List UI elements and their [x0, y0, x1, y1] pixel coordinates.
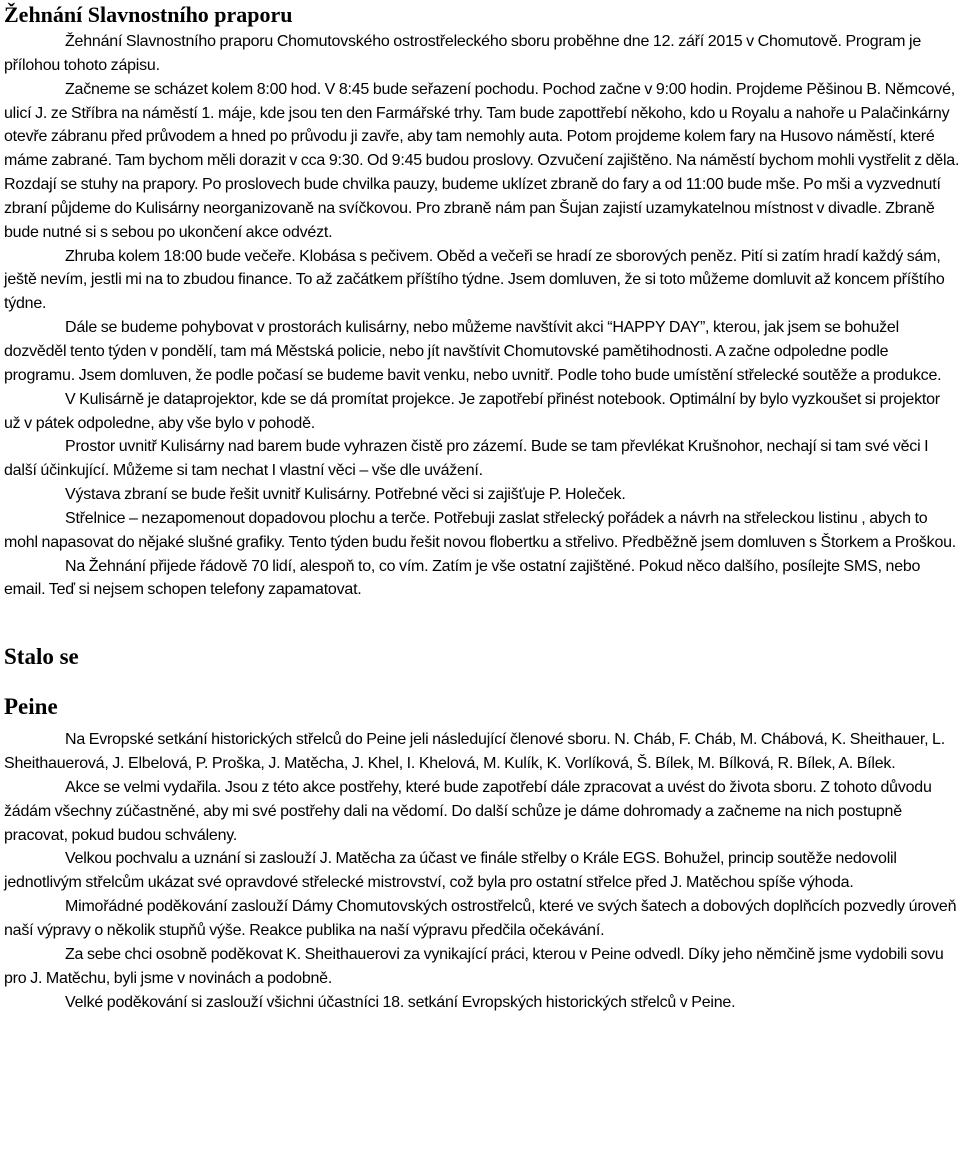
paragraph: Výstava zbraní se bude řešit uvnitř Kulisárny. Potřebné věci si zajišťuje P. Holeček. [65, 486, 626, 504]
paragraph: Žehnání Slavnostního praporu Chomutovského ostrostřeleckého sboru proběhne dne 12. září 2015 v Chomutově. Program je přílohou tohoto zápisu. [4, 33, 922, 74]
section-heading-stalo-se: Stalo se [4, 644, 79, 670]
paragraph: Zhruba kolem 18:00 bude večeře. Klobása s pečivem. Oběd a večeři se hradí ze sborových peněz. Pití si zatím hradí každý sám, ještě nevím, jestli mi na to zbudou finance. To až začátkem příštího týdne. Jsem domluven, že si toto můžeme domluvit až koncem příštího týdne. [4, 247, 945, 313]
paragraph: Na Žehnání přijede řádově 70 lidí, alespoň to, co vím. Zatím je vše ostatní zajištěné. Pokud něco dalšího, posílejte SMS, nebo email. Teď si nejsem schopen telefony zapamatovat. [4, 557, 921, 599]
section-heading-peine: Peine [4, 694, 58, 720]
paragraph: Mimořádné poděkování zaslouží Dámy Chomutovských ostrostřelců, které ve svých šatech a dobových doplňcích pozvedly úroveň naší výpravy o několik stupňů výše. Reakce publika na naší výpravu předčila očekávání. [4, 898, 957, 939]
paragraph: Za sebe chci osobně poděkovat K. Sheithauerovi za vynikající práci, kterou v Peine odvedl. Díky jeho němčině jsme vydobili sovu pro J. Matěchu, byli jsme v novinách a podobně. [4, 945, 944, 987]
paragraph: Střelnice – nezapomenout dopadovou plochu a terče. Potřebuji zaslat střelecký pořádek a návrh na střeleckou listinu , abych to mohl napasovat do nějaké slušné grafiky. Tento týden budu řešit novou flobertku a střelivo. Předběžně jsem domluven s Štorkem a Proškou. [4, 509, 957, 551]
page-title: Žehnání Slavnostního praporu [4, 2, 293, 27]
paragraph: Prostor uvnitř Kulisárny nad barem bude vyhrazen čistě pro zázemí. Bude se tam převlékat Krušnohor, nechají si tam své věci I další účinkující. Můžeme si tam nechat I vlastní věci – vše dle uvážení. [4, 438, 929, 480]
paragraph: Začneme se scházet kolem 8:00 hod. V 8:45 bude seřazení pochodu. Pochod začne v 9:00 hodin. Projdeme Pěšinou B. Němcové, ulicí J. ze Stříbra na náměstí 1. máje, kde jsou ten den Farmářské trhy. Tam bude zapottřebí někoho, kdo u Royalu a nahoře u Palačinkárny otevře zábranu před průvodem a hned po průvodu ji zavře, aby tam nemohly auta. Potom projdeme kolem fary na Husovo náměstí, které máme zabrané. Tam bychom měli dorazit v cca 9:30. Od 9:45 budou proslovy. Ozvučení zajištěno. Na náměstí bychom mohli vystřelit z děla. Rozdají se stuhy na prapory. Po proslovech bude chvilka pauzy, budeme uklízet zbraně do fary a od 11:00 bude mše. Po mši a vyzvednutí zbraní půjdeme do Kulisárny neorganizovaně na svíčkovou. Pro zbraně nám pan Šujan zajistí uzamykatelnou místnost v divadle. Zbraně bude nutné si s sebou po ukončení akce odvézt. [4, 80, 960, 241]
paragraph: Akce se velmi vydařila. Jsou z této akce postřehy, které bude zapotřebí dále zpracovat a uvést do života sboru. Z tohoto důvodu žádám všechny zúčastněné, aby mi své postřehy dali na vědomí. Do další schůze je dáme dohromady a začneme na nich postupně pracovat, pokud budou schváleny. [4, 778, 932, 844]
paragraph: Velké poděkování si zaslouží všichni účastníci 18. setkání Evropských historických střelců v Peine. [65, 993, 736, 1011]
paragraph: V Kulisárně je dataprojektor, kde se dá promítat projekce. Je zapotřebí přinést notebook. Optimální by bylo vyzkoušet si projektor už v pátek odpoledne, aby vše bylo v pohodě. [4, 390, 940, 432]
section-zehnani [4, 30, 960, 602]
paragraph: Na Evropské setkání historických střelců do Peine jeli následující členové sboru. N. Cháb, F. Cháb, M. Chábová, K. Sheithauer, L. Sheithauerová, J. Elbelová, P. Proška, J. Matěcha, J. Khel, I. Khelová, M. Kulík, K. Vorlíková, Š. Bílek, M. Bílková, R. Bílek, A. Bílek. [4, 731, 945, 773]
section-peine [4, 728, 960, 1014]
paragraph: Velkou pochvalu a uznání si zaslouží J. Matěcha za účast ve finále střelby o Krále EGS. Bohužel, princip soutěže nedovolil jednotlivým střelcům ukázat své opravdové střelecké mistrovství, což byla pro ostatní střelce před J. Matěchou spíše výhoda. [4, 850, 897, 892]
paragraph: Dále se budeme pohybovat v prostorách kulisárny, nebo můžeme navštívit akci “HAPPY DAY”, kterou, jak jsem se bohužel dozvěděl tento týden v pondělí, tam má Městská policie, nebo jít navštívit Chomutovské pamětihodnosti. A začne odpoledne podle programu. Jsem domluven, že podle počasí se budeme bavit venku, nebo uvnitř. Podle toho bude umístění střelecké soutěže a produkce. [4, 319, 942, 384]
